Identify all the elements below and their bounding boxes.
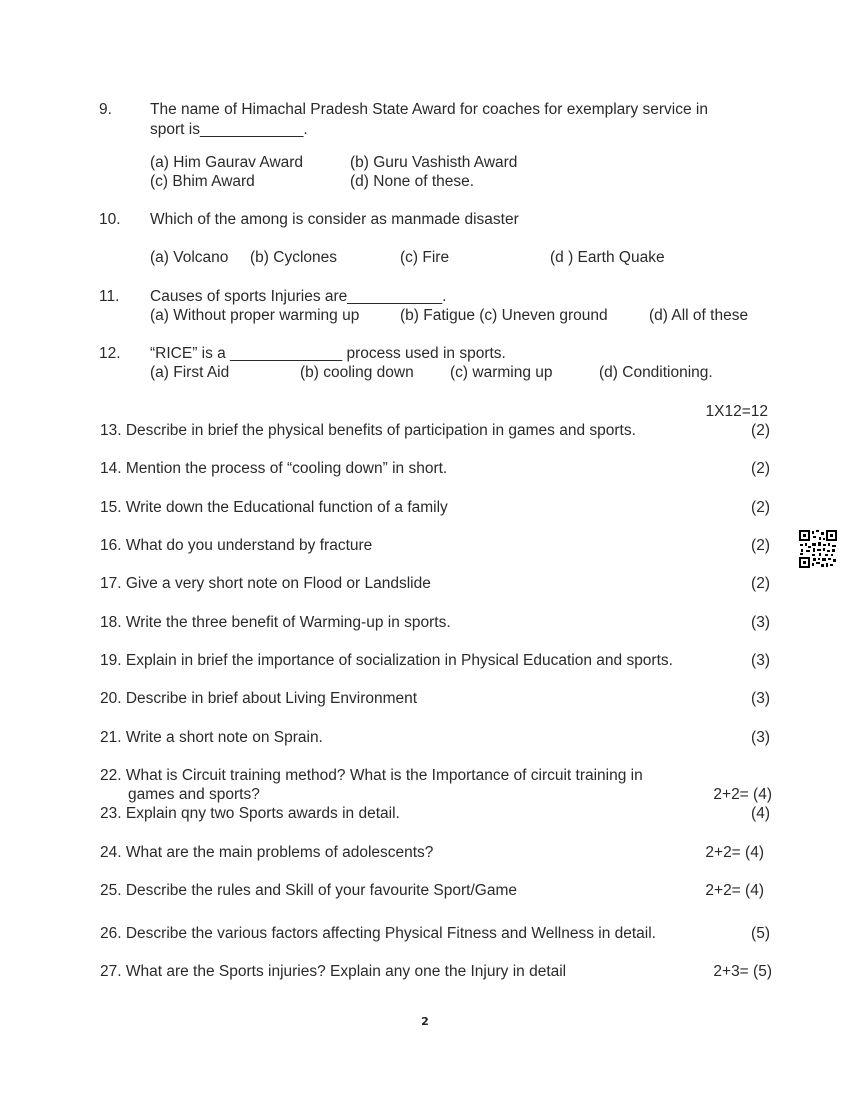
question-25-marks: 2+2= (4): [705, 882, 764, 899]
question-22-marks: 2+2= (4): [713, 786, 772, 803]
question-12-number: 12.: [99, 345, 121, 362]
question-9-option-d: (d) None of these.: [350, 173, 475, 190]
question-10-option-c: (c) Fire: [400, 249, 450, 266]
question-12-option-d: (d) Conditioning.: [599, 364, 713, 381]
question-10-text: Which of the among is consider as manmade disaster: [150, 211, 519, 228]
question-9-option-b: (b) Guru Vashisth Award: [350, 154, 518, 171]
question-11-text: Causes of sports Injuries are___________.: [150, 288, 447, 305]
question-15-marks: (2): [751, 499, 770, 516]
question-20-marks: (3): [751, 690, 770, 707]
question-11-option-a: (a) Without proper warming up: [150, 307, 360, 324]
question-22-text-line1: 22. What is Circuit training method? What is the Importance of circuit training in: [100, 767, 643, 784]
question-20-text: 20. Describe in brief about Living Environment: [100, 690, 418, 707]
question-15-text: 15. Write down the Educational function of a family: [100, 499, 448, 516]
question-27-text: 27. What are the Sports injuries? Explain any one the Injury in detail: [100, 963, 567, 980]
question-11-option-bc: (b) Fatigue (c) Uneven ground: [400, 307, 608, 324]
question-26-marks: (5): [751, 925, 770, 942]
question-24-marks: 2+2= (4): [705, 844, 764, 861]
page-number: 2: [421, 1015, 429, 1028]
question-14-text: 14. Mention the process of “cooling down” in short.: [100, 460, 448, 477]
question-9-option-c: (c) Bhim Award: [150, 173, 255, 190]
question-9-text-line2: sport is____________.: [150, 121, 308, 138]
question-21-marks: (3): [751, 729, 770, 746]
question-12-text: “RICE” is a _____________ process used in sports.: [150, 345, 506, 362]
question-12-option-b: (b) cooling down: [300, 364, 414, 381]
question-9-text-line1: The name of Himachal Pradesh State Award for coaches for exemplary service in: [150, 101, 708, 118]
question-21-text: 21. Write a short note on Sprain.: [100, 729, 323, 746]
question-25-text: 25. Describe the rules and Skill of your favourite Sport/Game: [100, 882, 517, 899]
question-18-text: 18. Write the three benefit of Warming-up in sports.: [100, 614, 451, 631]
qr-code-icon: [799, 530, 837, 568]
question-11-option-d: (d) All of these: [649, 307, 749, 324]
question-10-option-d: (d ) Earth Quake: [550, 249, 665, 266]
question-13-text: 13. Describe in brief the physical benefits of participation in games and sports.: [100, 422, 636, 439]
question-12-option-c: (c) warming up: [450, 364, 553, 381]
question-9-option-a: (a) Him Gaurav Award: [150, 154, 304, 171]
question-13-marks: (2): [751, 422, 770, 439]
question-17-marks: (2): [751, 575, 770, 592]
section-marks: 1X12=12: [705, 403, 768, 420]
question-27-marks: 2+3= (5): [713, 963, 772, 980]
question-10-option-b: (b) Cyclones: [250, 249, 337, 266]
question-10-number: 10.: [99, 211, 121, 228]
question-26-text: 26. Describe the various factors affecting Physical Fitness and Wellness in detail.: [100, 925, 656, 942]
question-16-marks: (2): [751, 537, 770, 554]
question-22-text-line2: games and sports?: [128, 786, 260, 803]
question-10-option-a: (a) Volcano: [150, 249, 229, 266]
question-23-marks: (4): [751, 805, 770, 822]
question-16-text: 16. What do you understand by fracture: [100, 537, 373, 554]
question-11-number: 11.: [99, 288, 120, 305]
question-19-marks: (3): [751, 652, 770, 669]
question-18-marks: (3): [751, 614, 770, 631]
question-17-text: 17. Give a very short note on Flood or Landslide: [100, 575, 431, 592]
question-23-text: 23. Explain qny two Sports awards in detail.: [100, 805, 400, 822]
question-9-number: 9.: [99, 101, 112, 118]
question-19-text: 19. Explain in brief the importance of socialization in Physical Education and sports.: [100, 652, 673, 669]
question-24-text: 24. What are the main problems of adolescents?: [100, 844, 434, 861]
question-14-marks: (2): [751, 460, 770, 477]
question-12-option-a: (a) First Aid: [150, 364, 230, 381]
